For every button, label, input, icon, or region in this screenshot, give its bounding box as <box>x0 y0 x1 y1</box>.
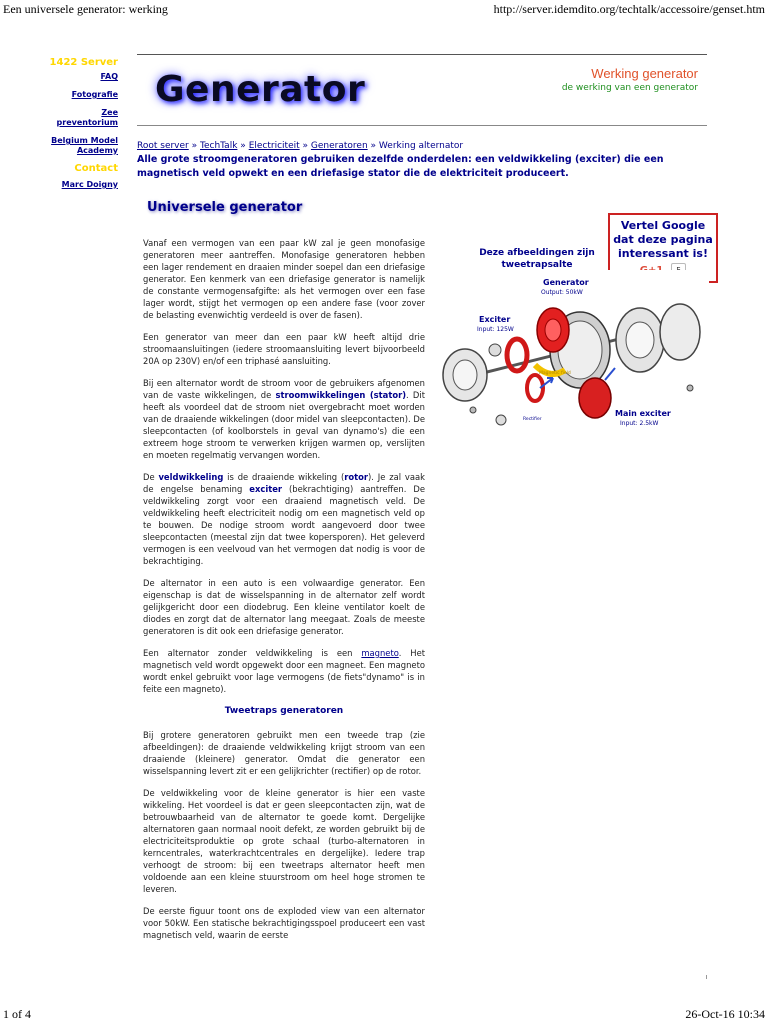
nav-contact-label: Contact <box>74 163 118 174</box>
article-bold-term: rotor <box>344 472 369 482</box>
figure-label-main-exciter-input: Input: 2.5kW <box>620 420 659 427</box>
print-footer-datetime: 26-Oct-16 10:34 <box>685 1007 765 1021</box>
nav-contact-name-link[interactable]: Marc Doigny <box>61 180 118 189</box>
google-plus-message: Vertel Google dat deze pagina interessant is! <box>613 219 713 260</box>
figure-label-main-exciter: Main exciter <box>615 409 671 418</box>
site-logo: Generator <box>155 69 366 110</box>
figure-label-exciter-input: Input: 125W <box>477 326 514 333</box>
article-text: De <box>143 472 159 482</box>
breadcrumb-link-root[interactable]: Root server <box>137 141 189 151</box>
intro-text: Alle grote stroomgeneratoren gebruiken dezelfde onderdelen: een veldwikkeling (exciter) die een magnetisch veld opwekt en een driefasige stator die de elektriciteit produceert. <box>137 154 664 179</box>
article-bold-term: stroomwikkelingen (stator) <box>275 390 407 400</box>
page-subject-subtitle: de werking van een generator <box>561 83 698 93</box>
exploded-generator-figure <box>435 270 709 440</box>
article-text: is de draaiende wikkeling ( <box>223 472 345 482</box>
article-text: . Het magnetisch veld wordt opgewekt door een magneet. Een magneto wordt enkel gebruikt voor lage vermogens (de fiets"dynamo" is in feite een magneto). <box>143 648 425 694</box>
article-paragraph: De eerste figuur toont ons de exploded view van een alternator voor 50kW. Een statische bekrachtigingsspoel produceert een vast magnetisch veld, waarin de eerste <box>143 906 425 940</box>
article-paragraph: Vanaf een vermogen van een paar kW zal je geen monofasige generatoren meer aantreffen. Monofasige generatoren hebben een lager rendement en draaien minder soepel dan een driefasige generator. Een kenmerk van een driefasige generator is namelijk de constante vermogensafgifte: als het vermogen over een fase lager wordt, stijgt het vermogen op een andere fase (voor zover de belasting evenwichtig verdeeld is over de fasen). <box>143 238 425 320</box>
article-text: ). Je zal vaak de engelse benaming <box>143 472 425 494</box>
nav-link-zee-preventorium[interactable]: Zee preventorium <box>56 108 118 127</box>
corner-mark <box>706 975 707 979</box>
magneto-link[interactable]: magneto <box>361 648 399 658</box>
breadcrumb-separator: » <box>191 141 198 151</box>
breadcrumb-link-electriciteit[interactable]: Electriciteit <box>248 141 300 151</box>
article-paragraph <box>143 377 425 461</box>
print-header-title: Een universele generator: werking <box>3 2 168 16</box>
nav-link-faq[interactable]: FAQ <box>100 72 118 81</box>
header-rule <box>137 125 707 126</box>
article-text: (bekrachtiging) aantreffen. De veldwikkeling zorgt voor een draaiend magnetisch veld. De veldwikkeling heeft electriciteit nodig om een magnetisch veld op te bouwen. De nodige stroom wordt aangevoerd door twee sleepcontacten (meestal zijn dat twee kopersporen). Het geleverd vermogen is een veelvoud van het vermogen dat nodig is voor de bekrachtiging. <box>143 484 425 566</box>
top-rule <box>137 54 707 55</box>
figure-label-magnetic-field: Magnetic field <box>539 371 571 376</box>
article-paragraph: De veldwikkeling voor de kleine generator is hier een vaste wikkeling. Het voordeel is dat er geen sleepcontacten zijn, wat de betrouwbaarheid van de alternator te goede komt. Dergelijke alternatoren gaan normaal nooit defekt, ze worden gebruikt bij de electriciteitsproduktie op grote schaal (turbo-alternatoren in kerncentrales, waterkrachtcentrales en dergelijke). Iedere trap verhoogt de stroom: bij een tweetraps alternator heeft men voldoende aan een kleine stuurstroom om heel hoge stromen te leveren. <box>143 788 425 894</box>
left-nav <box>40 58 118 198</box>
article-text: Bij een alternator wordt de stroom voor de gebruikers afgenomen van de vaste wikkelingen, de <box>143 378 425 400</box>
nav-link-fotografie[interactable]: Fotografie <box>71 90 118 99</box>
exploded-generator-illustration <box>435 270 709 440</box>
figure-label-generator-output: Output: 50kW <box>541 289 583 296</box>
figure-caption <box>466 247 608 271</box>
figure-caption-line: Deze afbeeldingen zijn <box>479 248 595 258</box>
breadcrumb-link-generatoren[interactable]: Generatoren <box>310 141 368 151</box>
breadcrumb-separator: » <box>240 141 246 151</box>
breadcrumb-link-techtalk[interactable]: TechTalk <box>200 141 238 151</box>
breadcrumb-separator: » <box>302 141 309 151</box>
article-subheading: Tweetraps generatoren <box>224 706 344 716</box>
breadcrumb <box>137 141 463 151</box>
breadcrumb-current: Werking alternator <box>378 141 464 151</box>
print-footer-page: 1 of 4 <box>3 1007 31 1021</box>
article-paragraph <box>143 471 425 567</box>
article-bold-term: exciter <box>249 484 283 494</box>
breadcrumb-separator: » <box>370 141 377 151</box>
page-subject <box>562 66 698 93</box>
article-paragraph: Bij grotere generatoren gebruikt men een tweede trap (zie afbeeldingen): de draaiende veldwikkeling krijgt stroom van een draaiende (kleinere) generator. Omdat die generator een wisselspanning levert zit er een gelijkrichter (rectifier) op de rotor. <box>143 730 425 776</box>
nav-link-belgium-model-academy[interactable]: Belgium Model Academy <box>51 136 118 155</box>
nav-title: 1422 Server <box>49 57 118 68</box>
article-paragraph: De alternator in een auto is een volwaardige generator. Een eigenschap is dat de wisselspanning in de alternator zelf wordt gelijkgericht door een diodebrug. Een kleine ventilator koelt de diodes en zorgt dat de alternator lang meegaat. Zoals de meeste generatoren is dit ook een driefasige generator. <box>143 578 425 636</box>
article-body <box>143 237 425 972</box>
article-paragraph: Een generator van meer dan een paar kW heeft altijd drie stroomaansluitingen (iedere stroomaansluiting levert bijvoorbeeld 20A op 230V) en/of een triphasé aansluiting. <box>143 332 425 366</box>
print-header-url: http://server.idemdito.org/techtalk/accessoire/genset.htm <box>493 2 765 16</box>
page-subject-title: Werking generator <box>591 66 698 81</box>
figure-label-generator: Generator <box>543 278 589 287</box>
section-title: Universele generator <box>147 200 303 215</box>
article-text: Een alternator zonder veldwikkeling is een <box>143 648 362 658</box>
figure-label-rectifier: Rectifier <box>523 417 542 422</box>
figure-label-exciter: Exciter <box>479 315 511 324</box>
article-paragraph <box>143 647 425 695</box>
article-bold-term: veldwikkeling <box>158 472 224 482</box>
figure-caption-line: tweetrapsalte <box>501 260 573 270</box>
article-text: . Dit heeft als voordeel dat de stroom niet overgebracht moet worden van de draaiende wikkelingen (door midel van sleepcontacten). De sleepcontacten (of koolborstels in geval van dynamo's) die een extreem hoge stroom te verwerken krijgen warmen op, verslijten en moeten regelmatig vervangen worden. <box>143 390 425 460</box>
